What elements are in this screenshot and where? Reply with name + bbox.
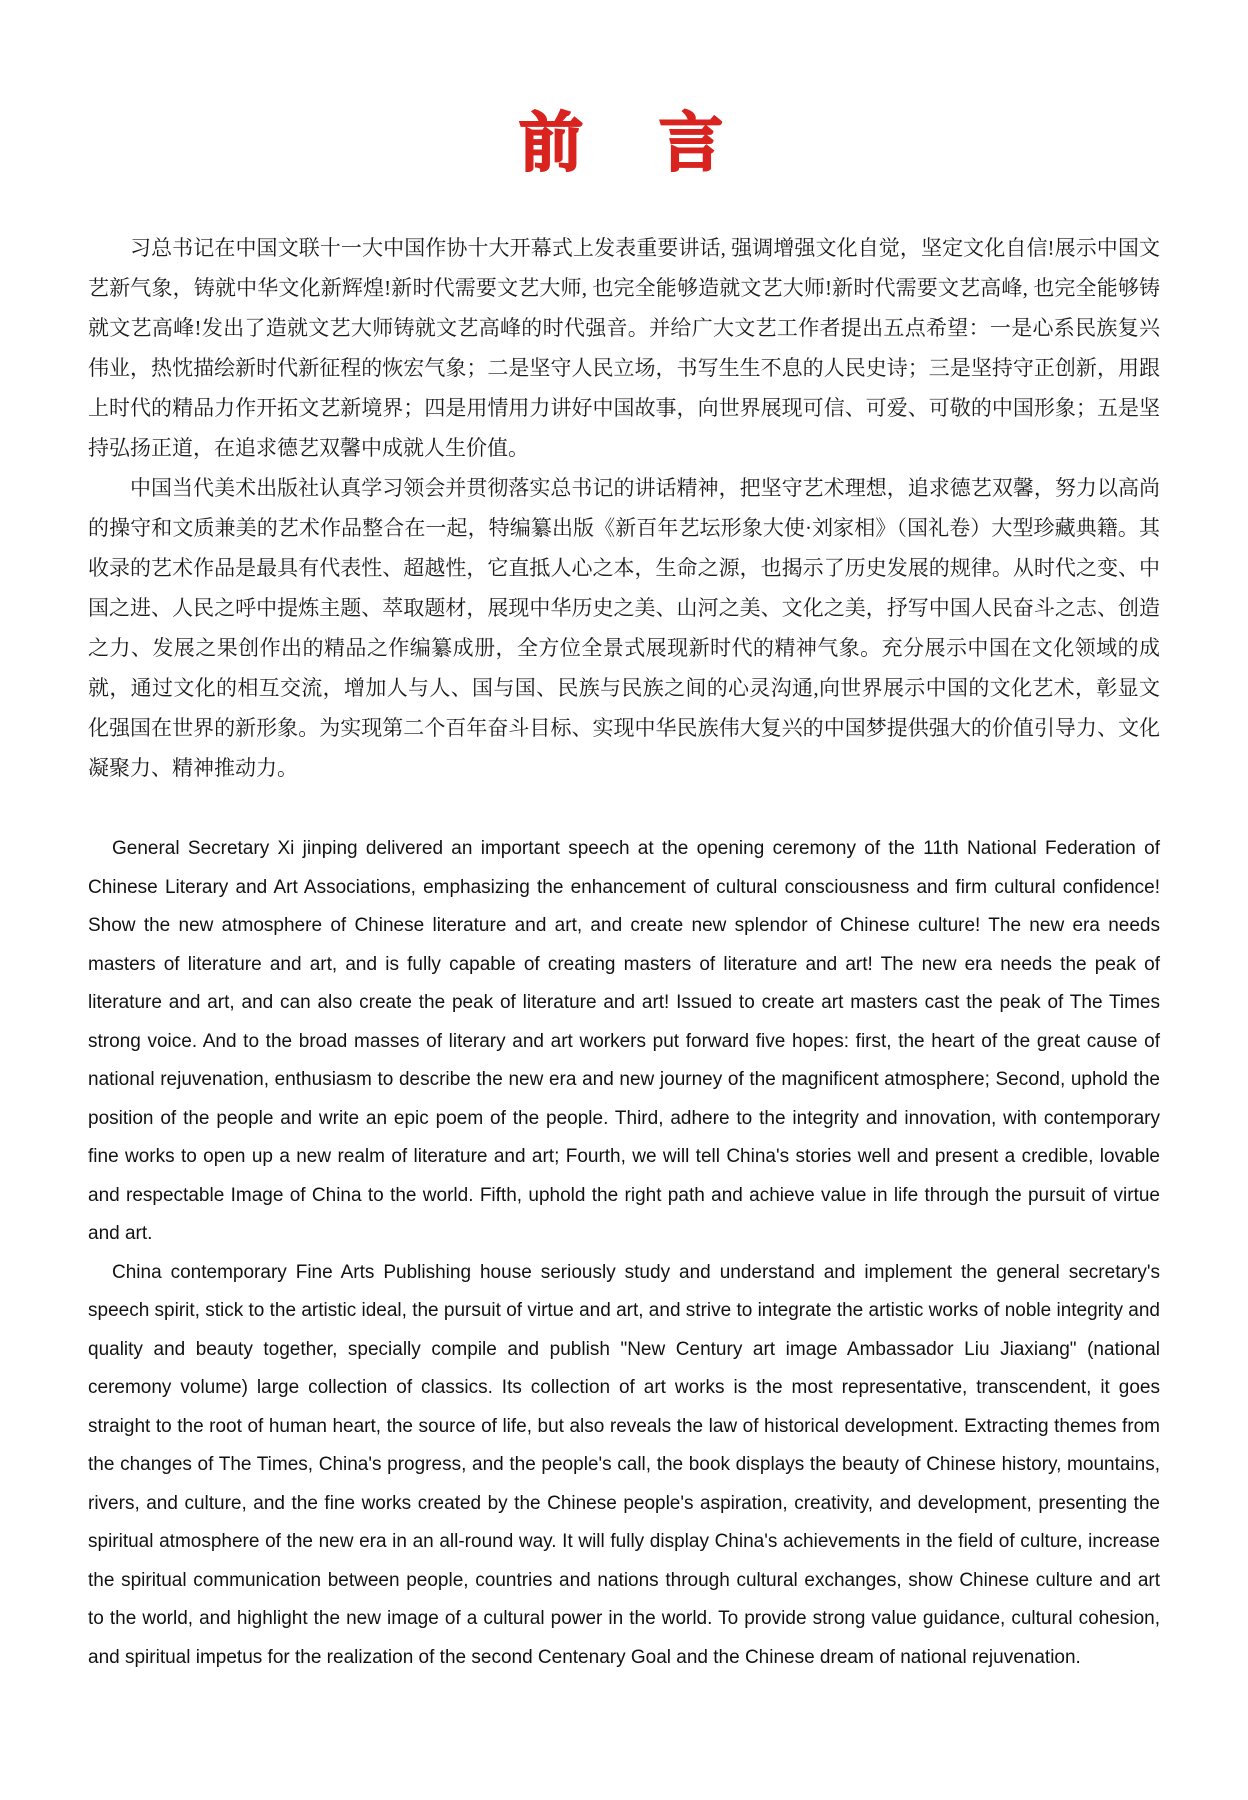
chinese-paragraph-1: 习总书记在中国文联十一大中国作协十大开幕式上发表重要讲话, 强调增强文化自觉，坚定文化自信!展示中国文艺新气象，铸就中华文化新辉煌!新时代需要文艺大师, 也完全能够造就文艺大师!新时代需要文艺高峰, 也完全能够铸就文艺高峰!发出了造就文艺大师铸就文艺高峰的时代强音。并给广大文艺工作者提出五点希望：一是心系民族复兴伟业，热忱描绘新时代新征程的恢宏气象；二是坚守人民立场，书写生生不息的人民史诗；三是坚持守正创新，用跟上时代的精品力作开拓文艺新境界；四是用情用力讲好中国故事，向世界展现可信、可爱、可敬的中国形象；五是坚持弘扬正道，在追求德艺双馨中成就人生价值。	[88, 236, 1160, 461]
page-title: 前 言	[519, 107, 729, 179]
chinese-paragraph-2: 中国当代美术出版社认真学习领会并贯彻落实总书记的讲话精神，把坚守艺术理想，追求德艺双馨，努力以高尚的操守和文质兼美的艺术作品整合在一起，特编纂出版《新百年艺坛形象大使·刘家相》（国礼卷）大型珍藏典籍。其收录的艺术作品是最具有代表性、超越性，它直抵人心之本，生命之源，也揭示了历史发展的规律。从时代之变、中国之进、人民之呼中提炼主题、萃取题材，展现中华历史之美、山河之美、文化之美，抒写中国人民奋斗之志、创造之力、发展之果创作出的精品之作编纂成册，全方位全景式展现新时代的精神气象。充分展示中国在文化领域的成就，通过文化的相互交流，增加人与人、国与国、民族与民族之间的心灵沟通,向世界展示中国的文化艺术，彰显文化强国在世界的新形象。为实现第二个百年奋斗目标、实现中华民族伟大复兴的中国梦提供强大的价值引导力、文化凝聚力、精神推动力。	[88, 476, 1160, 781]
english-paragraph-1: General Secretary Xi jinping delivered an important speech at the opening ceremony of the 11th National Federation of Chinese Literary and Art Associations, emphasizing the enhancement of cultural consciousness and firm cultural confidence! Show the new atmosphere of Chinese literature and art, and create new splendor of Chinese culture! The new era needs masters of literature and art, and is fully capable of creating masters of literature and art! The new era needs the peak of literature and art, and can also create the peak of literature and art! Issued to create art masters cast the peak of The Times strong voice. And to the broad masses of literary and art workers put forward five hopes: first, the heart of the great cause of national rejuvenation, enthusiasm to describe the new era and new journey of the magnificent atmosphere; Second, uphold the position of the people and write an epic poem of the people. Third, adhere to the integrity and innovation, with contemporary fine works to open up a new realm of literature and art; Fourth, we will tell China's stories well and present a credible, lovable and respectable Image of China to the world. Fifth, uphold the right path and achieve value in life through the pursuit of virtue and art.	[88, 838, 1160, 1245]
english-paragraph-2: China contemporary Fine Arts Publishing house seriously study and understand and implement the general secretary's speech spirit, stick to the artistic ideal, the pursuit of virtue and art, and strive to integrate the artistic works of noble integrity and quality and beauty together, specially compile and publish "New Century art image Ambassador Liu Jiaxiang" (national ceremony volume) large collection of classics. Its collection of art works is the most representative, transcendent, it goes straight to the root of human heart, the source of life, but also reveals the law of historical development. Extracting themes from the changes of The Times, China's progress, and the people's call, the book displays the beauty of Chinese history, mountains, rivers, and culture, and the fine works created by the Chinese people's aspiration, creativity, and development, presenting the spiritual atmosphere of the new era in an all-round way. It will fully display China's achievements in the field of culture, increase the spiritual communication between people, countries and nations through cultural exchanges, show Chinese culture and art to the world, and highlight the new image of a cultural power in the world. To provide strong value guidance, cultural cohesion, and spiritual impetus for the realization of the second Centenary Goal and the Chinese dream of national rejuvenation.	[88, 1261, 1160, 1668]
chinese-text-block	[88, 228, 1160, 788]
english-text-block	[88, 830, 1160, 1677]
